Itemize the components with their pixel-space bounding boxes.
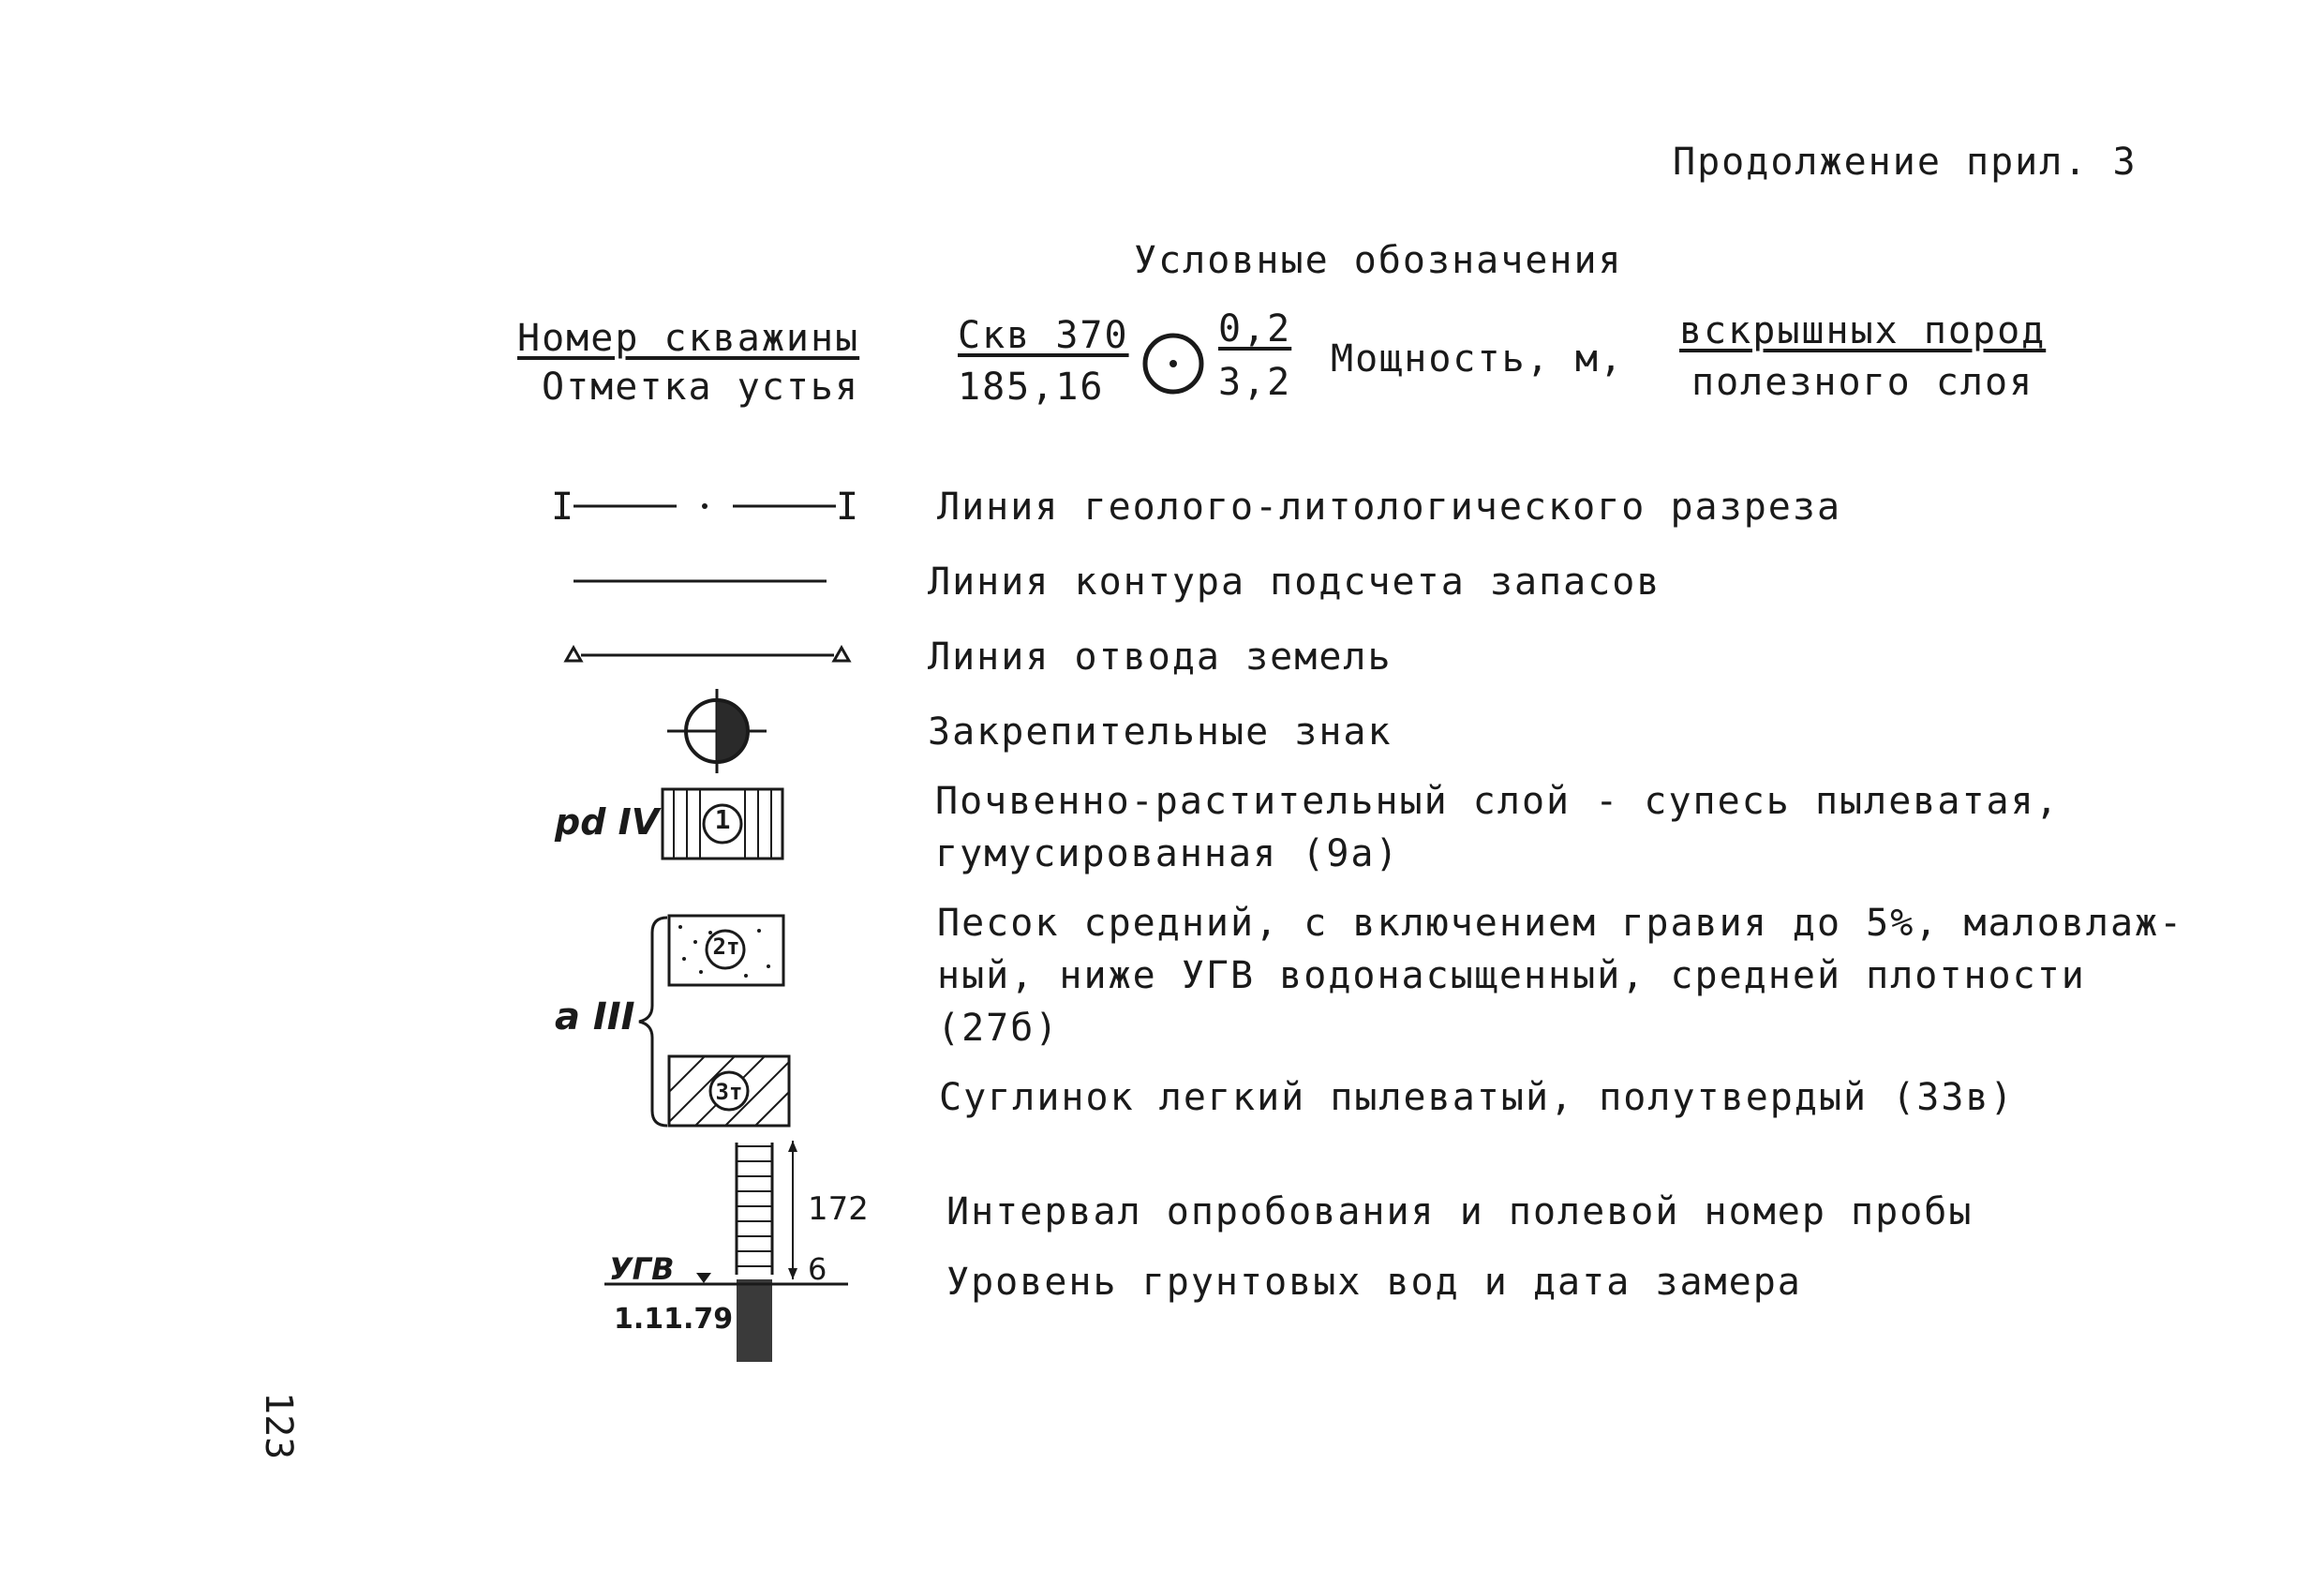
sampling-column-icon xyxy=(731,1139,806,1364)
soil-layer-code: pd IV xyxy=(555,801,660,843)
thickness-label: Мощность, м, xyxy=(1331,337,1624,381)
section-line-marker-right: I xyxy=(836,486,861,529)
section-line-icon xyxy=(574,501,836,511)
sample-number: 172 xyxy=(808,1190,869,1228)
soil-layer-text-line1: Почвенно-растительный слой - супесь пылеватая, xyxy=(935,780,2060,823)
allotment-line-icon xyxy=(562,642,853,665)
sand-text-line3: (27б) xyxy=(937,1007,1060,1050)
loam-circle-number: 3т xyxy=(715,1079,743,1105)
useful-layer-label: полезного слоя xyxy=(1691,361,2034,404)
well-elevation: 185,16 xyxy=(958,366,1105,409)
ugv-label: УГВ xyxy=(609,1251,675,1287)
continuation-label: Продолжение прил. 3 xyxy=(1673,141,2138,184)
contour-line-icon xyxy=(574,576,827,586)
well-circle-icon xyxy=(1136,326,1211,401)
groundwater-date: 1.11.79 xyxy=(614,1303,734,1336)
section-line-text: Линия геолого-литологического разреза xyxy=(937,486,1842,529)
sand-text-line2: ный, ниже УГВ водонасыщенный, средней плотности xyxy=(937,954,2086,997)
overburden-thickness-value: 0,2 xyxy=(1218,307,1292,351)
sampling-text: Интервал опробования и полевой номер пробы xyxy=(946,1190,1974,1233)
alluvium-code: a III xyxy=(555,995,635,1039)
fixing-sign-icon xyxy=(667,689,767,773)
overburden-label: вскрышных пород xyxy=(1679,309,2047,352)
sand-circle-number: 2т xyxy=(712,934,740,960)
contour-line-text: Линия контура подсчета запасов xyxy=(928,560,1661,604)
section-line-marker-left: I xyxy=(551,486,576,529)
groundwater-depth: 6 xyxy=(808,1251,827,1287)
page-number: 123 xyxy=(257,1392,300,1460)
well-id: Скв 370 xyxy=(958,314,1129,357)
sand-text-line1: Песок средний, с включением гравия до 5%, маловлаж- xyxy=(937,902,2184,945)
soil-layer-circle-number: 1 xyxy=(714,804,731,835)
soil-layer-text-line2: гумусированная (9а) xyxy=(935,832,1400,875)
mouth-elevation-label: Отметка устья xyxy=(542,366,860,409)
allotment-line-text: Линия отвода земель xyxy=(928,635,1393,679)
page-title: Условные обозначения xyxy=(1134,239,1623,282)
well-number-label: Номер скважины xyxy=(517,317,860,360)
groundwater-text: Уровень грунтовых вод и дата замера xyxy=(946,1261,1802,1304)
useful-layer-thickness-value: 3,2 xyxy=(1218,361,1292,404)
loam-text: Суглинок легкий пылеватый, полутвердый (33в) xyxy=(939,1076,2015,1119)
fixing-sign-text: Закрепительные знак xyxy=(928,710,1393,754)
